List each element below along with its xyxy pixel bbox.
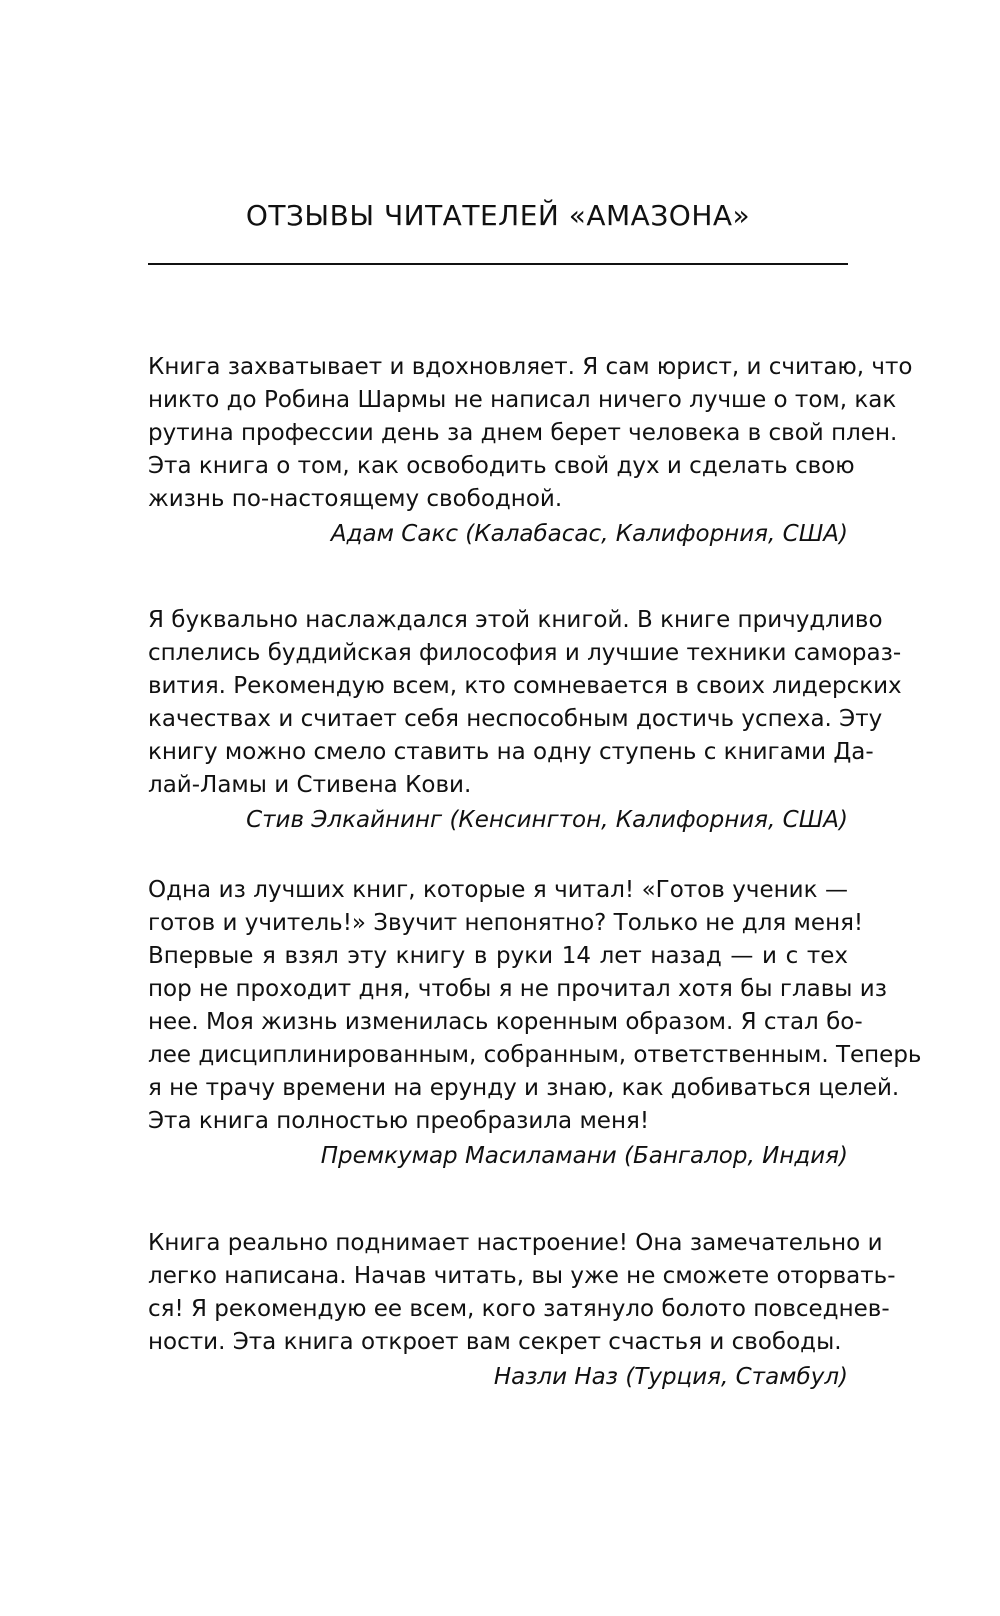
review-text-line: лее дисциплинированным, собранным, ответственным. Теперь: [148, 1042, 922, 1068]
review-text-line: жизнь по-настоящему свободной.: [148, 486, 563, 512]
review-text-line: Книга захватывает и вдохновляет. Я сам юрист, и считаю, что: [148, 354, 913, 380]
page-heading: ОТЗЫВЫ ЧИТАТЕЛЕЙ «АМАЗОНА»: [245, 199, 751, 232]
review-1: [148, 351, 913, 551]
review-4: [148, 1227, 896, 1394]
review-author: Стив Элкайнинг (Кенсингтон, Калифорния, США): [246, 807, 848, 833]
review-text-line: нее. Моя жизнь изменилась коренным образом. Я стал бо-: [148, 1009, 863, 1035]
review-text-line: лай-Ламы и Стивена Кови.: [148, 772, 472, 798]
review-text-line: книгу можно смело ставить на одну ступень с книгами Да-: [148, 739, 874, 765]
review-text-line: ся! Я рекомендую ее всем, кого затянуло болото повседнев-: [148, 1296, 890, 1322]
review-text-line: я не трачу времени на ерунду и знаю, как добиваться целей.: [148, 1075, 900, 1101]
review-text-line: Одна из лучших книг, которые я читал! «Готов ученик —: [148, 877, 848, 903]
review-text-line: сплелись буддийская философия и лучшие техники самораз-: [148, 640, 902, 666]
review-3: [148, 874, 922, 1173]
review-text-line: вития. Рекомендую всем, кто сомневается в своих лидерских: [148, 673, 902, 699]
review-text-line: готов и учитель!» Звучит непонятно? Только не для меня!: [148, 910, 864, 936]
review-text-line: рутина профессии день за днем берет человека в свой плен.: [148, 420, 898, 446]
review-text-line: ности. Эта книга откроет вам секрет счастья и свободы.: [148, 1329, 842, 1355]
review-2: [148, 604, 902, 837]
review-text-line: никто до Робина Шармы не написал ничего лучше о том, как: [148, 387, 897, 413]
review-text-line: Эта книга полностью преобразила меня!: [148, 1108, 650, 1134]
review-text-line: Впервые я взял эту книгу в руки 14 лет назад — и с тех: [148, 943, 848, 969]
review-text-line: Книга реально поднимает настроение! Она замечательно и: [148, 1230, 883, 1256]
review-text-line: легко написана. Начав читать, вы уже не сможете оторвать-: [148, 1263, 896, 1289]
review-text-line: Эта книга о том, как освободить свой дух и сделать свою: [148, 453, 855, 479]
review-text-line: пор не проходит дня, чтобы я не прочитал хотя бы главы из: [148, 976, 887, 1002]
review-text-line: качествах и считает себя неспособным достичь успеха. Эту: [148, 706, 883, 732]
heading-divider: [148, 263, 848, 265]
review-author: Назли Наз (Турция, Стамбул): [493, 1364, 848, 1390]
review-author: Премкумар Масиламани (Бангалор, Индия): [320, 1143, 848, 1169]
review-text-line: Я буквально наслаждался этой книгой. В книге причудливо: [148, 607, 883, 633]
review-author: Адам Сакс (Калабасас, Калифорния, США): [330, 521, 848, 547]
